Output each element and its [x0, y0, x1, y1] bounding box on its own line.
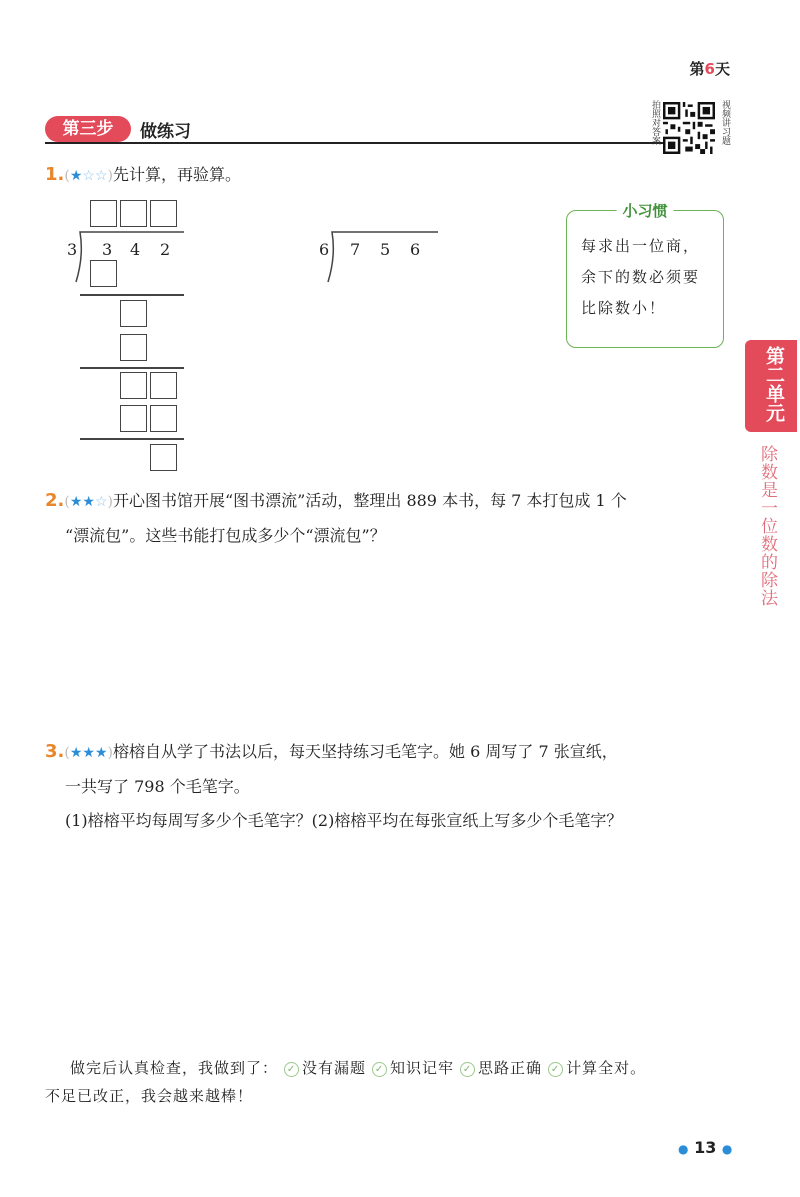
question-text: 榕榕自从学了书法以后，每天坚持练习毛笔字。她 6 周写了 7 张宣纸， — [113, 742, 618, 761]
tip-body — [581, 231, 713, 324]
dividend-digit: 3 — [102, 240, 113, 259]
check-item: 计算全对。 — [566, 1059, 647, 1077]
answer-box[interactable] — [150, 372, 177, 399]
answer-box[interactable] — [120, 372, 147, 399]
answer-box[interactable] — [120, 405, 147, 432]
answer-box[interactable] — [150, 405, 177, 432]
question-text: “漂流包”。这些书能打包成多少个“漂流包”？ — [65, 526, 386, 545]
qr-right-caption: 视频讲习题 — [720, 100, 730, 145]
division-line — [80, 294, 184, 296]
check-item: 思路正确 — [478, 1059, 543, 1077]
tip-line: 比除数小！ — [581, 299, 667, 317]
self-check — [70, 1054, 740, 1082]
page-number: ● 13 ● — [678, 1138, 733, 1157]
qr-left-caption: 拍照对答案 — [650, 100, 660, 145]
unit-label: 第二单元 — [763, 346, 785, 422]
divisor: 3 — [67, 240, 78, 259]
check-item: 没有漏题 — [302, 1059, 367, 1077]
question-1: 1.(★☆☆)先计算，再验算。 — [45, 164, 242, 185]
day-label: 第6天 — [689, 60, 730, 78]
question-number: 2. — [45, 490, 65, 511]
check-intro: 做完后认真检查，我做到了： — [70, 1059, 279, 1077]
dividend-digit: 6 — [410, 240, 421, 259]
unit-topic: 除数是一位数的除法 — [757, 445, 777, 607]
question-text: 一共写了 798 个毛笔字。 — [65, 777, 250, 796]
star-outline-icon: ☆ — [82, 168, 95, 184]
check-icon[interactable]: ✓ — [372, 1062, 387, 1077]
quotient-box[interactable] — [150, 200, 177, 227]
star-icon: ★ — [69, 494, 83, 510]
tip-line: 余下的数必须要 — [581, 268, 701, 286]
sub-question: (1)榕榕平均每周写多少个毛笔字？ — [65, 811, 312, 830]
star-icon: ★ — [82, 494, 95, 510]
dividend-digit: 5 — [380, 240, 391, 259]
question-text: 先计算，再验算。 — [113, 165, 242, 184]
qr-code-icon[interactable] — [663, 102, 715, 154]
question-2: 2.(★★☆)开心图书馆开展“图书漂流”活动，整理出 889 本书，每 7 本打包成 1 个 “漂流包”。这些书能打包成多少个“漂流包”？ — [45, 484, 735, 553]
star-icon: ★ — [69, 168, 83, 184]
check-icon[interactable]: ✓ — [548, 1062, 563, 1077]
question-3: 3.(★★★)榕榕自从学了书法以后，每天坚持练习毛笔字。她 6 周写了 7 张宣纸， 一共写了 798 个毛笔字。 (1)榕榕平均每周写多少个毛笔字？(2)榕榕平均在每张宣纸上写多少个毛笔字？ — [45, 735, 745, 838]
tip-line: 每求出一位商， — [581, 237, 701, 255]
answer-box[interactable] — [90, 260, 117, 287]
dividend-digit: 7 — [350, 240, 361, 259]
star-icon: ★ — [94, 745, 108, 761]
unit-tab — [745, 340, 797, 432]
dividend-digit: 4 — [130, 240, 141, 259]
star-outline-icon: ☆ — [94, 168, 108, 184]
quotient-box[interactable] — [90, 200, 117, 227]
tip-box — [566, 202, 724, 348]
step-badge: 第三步 — [45, 116, 131, 142]
answer-box[interactable] — [150, 444, 177, 471]
check-line-2: 不足已改正，我会越来越棒！ — [45, 1087, 254, 1105]
qr-block — [648, 100, 730, 160]
answer-box[interactable] — [120, 334, 147, 361]
question-number: 3. — [45, 741, 65, 762]
star-outline-icon: ☆ — [94, 494, 108, 510]
question-text: 开心图书馆开展“图书漂流”活动，整理出 889 本书，每 7 本打包成 1 个 — [113, 491, 627, 510]
answer-box[interactable] — [120, 300, 147, 327]
sub-question: (2)榕榕平均在每张宣纸上写多少个毛笔字？ — [311, 811, 623, 830]
step-title: 做练习 — [140, 122, 191, 142]
question-number: 1. — [45, 164, 65, 185]
check-icon[interactable]: ✓ — [284, 1062, 299, 1077]
step-divider — [45, 142, 710, 144]
star-icon: ★ — [69, 745, 83, 761]
division-line — [80, 367, 184, 369]
quotient-box[interactable] — [120, 200, 147, 227]
day-number: 6 — [704, 60, 715, 78]
check-item: 知识记牢 — [390, 1059, 455, 1077]
star-icon: ★ — [82, 745, 95, 761]
division-line — [80, 438, 184, 440]
dividend-digit: 2 — [160, 240, 171, 259]
tip-title: 小习惯 — [616, 200, 673, 221]
check-icon[interactable]: ✓ — [460, 1062, 475, 1077]
divisor: 6 — [319, 240, 330, 259]
